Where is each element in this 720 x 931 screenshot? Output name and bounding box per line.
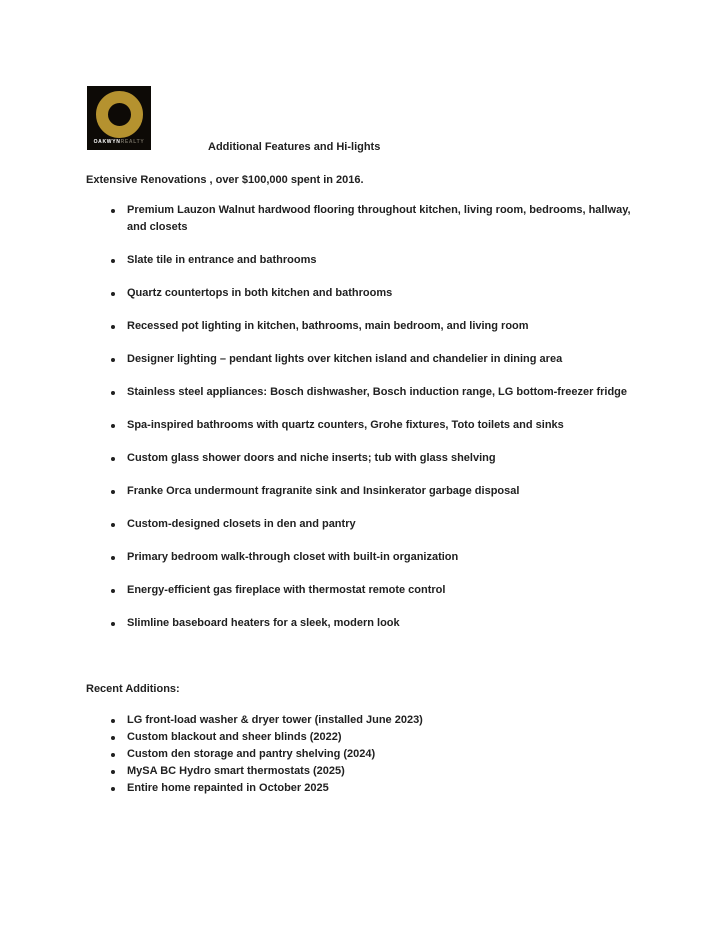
list-item-text: Designer lighting – pendant lights over kitchen island and chandelier in dining area xyxy=(127,353,563,365)
list-item xyxy=(127,202,634,236)
list-item-text: Stainless steel appliances: Bosch dishwasher, Bosch induction range, LG bottom-freezer fridge xyxy=(127,386,628,398)
list-item-text: Premium Lauzon Walnut hardwood flooring throughout kitchen, living room, bedrooms, hallway, and closets xyxy=(127,204,631,233)
list-item-text: Slimline baseboard heaters for a sleek, modern look xyxy=(127,617,400,629)
list-item-text: LG front-load washer & dryer tower (installed June 2023) xyxy=(127,714,423,726)
list-item xyxy=(127,318,634,335)
list-item xyxy=(127,549,634,566)
list-item-text: Spa-inspired bathrooms with quartz counters, Grohe fixtures, Toto toilets and sinks xyxy=(127,419,564,431)
list-item-text: Quartz countertops in both kitchen and bathrooms xyxy=(127,287,393,299)
list-item xyxy=(127,285,634,302)
list-item-text: Custom glass shower doors and niche inserts; tub with glass shelving xyxy=(127,452,496,464)
brand-name-secondary: REALTY xyxy=(120,139,145,145)
list-item-text: Custom blackout and sheer blinds (2022) xyxy=(127,731,342,743)
list-item xyxy=(127,712,634,729)
recent-additions-heading: Recent Additions: xyxy=(86,683,180,695)
list-item xyxy=(127,450,634,467)
list-item-text: Energy-efficient gas fireplace with thermostat remote control xyxy=(127,584,446,596)
list-item xyxy=(127,384,634,401)
brand-logo xyxy=(87,86,151,150)
list-item-text: Recessed pot lighting in kitchen, bathrooms, main bedroom, and living room xyxy=(127,320,529,332)
intro-line: Extensive Renovations , over $100,000 spent in 2016. xyxy=(86,174,364,186)
list-item xyxy=(127,252,634,269)
list-item xyxy=(127,351,634,368)
list-item xyxy=(127,729,634,746)
recent-additions-list xyxy=(86,712,634,797)
list-item-text: Slate tile in entrance and bathrooms xyxy=(127,254,317,266)
brand-ring-icon xyxy=(96,91,143,138)
list-item-text: Primary bedroom walk-through closet with built-in organization xyxy=(127,551,459,563)
features-list xyxy=(86,202,634,648)
page-title: Additional Features and Hi-lights xyxy=(208,141,381,153)
list-item-text: Custom-designed closets in den and pantry xyxy=(127,518,356,530)
list-item xyxy=(127,746,634,763)
list-item xyxy=(127,763,634,780)
list-item-text: MySA BC Hydro smart thermostats (2025) xyxy=(127,765,345,777)
list-item xyxy=(127,516,634,533)
list-item-text: Custom den storage and pantry shelving (2024) xyxy=(127,748,376,760)
list-item-text: Franke Orca undermount fragranite sink and Insinkerator garbage disposal xyxy=(127,485,520,497)
list-item xyxy=(127,582,634,599)
brand-wordmark xyxy=(94,139,145,146)
list-item xyxy=(127,483,634,500)
list-item-text: Entire home repainted in October 2025 xyxy=(127,782,329,794)
brand-name-primary: OAKWYN xyxy=(93,139,121,145)
list-item xyxy=(127,615,634,632)
list-item xyxy=(127,417,634,434)
list-item xyxy=(127,780,634,797)
